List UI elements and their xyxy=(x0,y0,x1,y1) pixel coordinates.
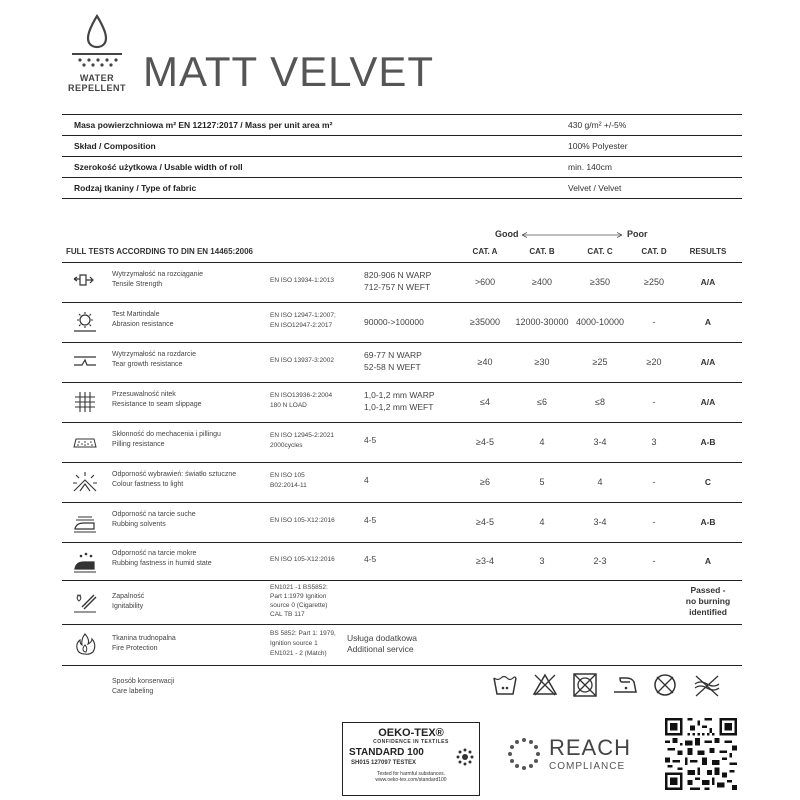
test-standard: EN ISO 13937-3:2002 xyxy=(270,357,334,364)
no-wring-icon xyxy=(692,672,722,698)
cat-a-value: ≥3-4 xyxy=(476,556,494,566)
cat-a-value: ≥4-5 xyxy=(476,437,494,447)
result-value-2: no burning xyxy=(685,596,731,606)
oeko-subtitle: CONFIDENCE IN TEXTILES xyxy=(373,739,449,745)
test-name-en: Abrasion resistance xyxy=(112,321,174,328)
table-row xyxy=(62,422,742,463)
test-value-1: 4-5 xyxy=(364,554,377,564)
test-standard-4: CAL TB 117 xyxy=(270,611,305,618)
header-cat-d: CAT. D xyxy=(641,247,667,256)
cat-d-value: ≥250 xyxy=(644,277,664,287)
test-name-en: Colour fastness to light xyxy=(112,481,184,488)
test-name-en: Rubbing fastness in humid state xyxy=(112,560,212,567)
test-value-1: 4-5 xyxy=(364,435,377,445)
spec-value: 100% Polyester xyxy=(568,141,628,151)
cat-c-value: ≥350 xyxy=(590,277,610,287)
result-value: A xyxy=(704,556,712,566)
scale-arrow-icon xyxy=(520,231,624,239)
test-value-2: Additional service xyxy=(347,644,414,654)
oeko-standard: STANDARD 100 xyxy=(349,747,424,758)
test-standard-2: Part 1:1979 Ignition xyxy=(270,593,327,600)
no-dry-clean-icon xyxy=(652,672,678,698)
test-standard: EN ISO 13934-1:2013 xyxy=(270,277,334,284)
header-results: RESULTS xyxy=(689,247,727,256)
test-name-pl: Wytrzymałość na rozdarcie xyxy=(112,351,196,358)
care-label-pl: Sposób konserwacji xyxy=(112,678,175,685)
result-value: A/A xyxy=(700,357,716,367)
test-standard-2: Ignition source 1 xyxy=(270,640,318,647)
table-row xyxy=(62,382,742,423)
cat-b-value: 5 xyxy=(539,477,545,487)
cat-d-value: - xyxy=(652,556,656,566)
tensile-strength-icon xyxy=(72,271,98,293)
spec-value: Velvet / Velvet xyxy=(568,183,622,193)
test-name-pl: Odporność na tarcie suche xyxy=(112,511,196,518)
test-standard: EN ISO 12945-2:2021 xyxy=(270,432,334,439)
test-standard-2: B02:2014-11 xyxy=(270,482,307,489)
oeko-title: OEKO-TEX® xyxy=(378,727,444,739)
cat-c-value: 4 xyxy=(597,477,603,487)
oeko-tested: Tested for harmful substances. xyxy=(376,771,446,777)
test-value-1: 820-906 N WARP xyxy=(364,270,432,280)
test-name-pl: Skłonność do mechacenia i pillingu xyxy=(112,431,221,438)
table-row xyxy=(62,502,742,543)
test-name-en: Fire Protection xyxy=(112,645,158,652)
light-fastness-icon xyxy=(72,471,98,493)
cat-b-value: 12000-30000 xyxy=(515,317,569,327)
header-cat-c: CAT. C xyxy=(587,247,613,256)
table-row xyxy=(62,624,742,666)
cat-b-value: ≤6 xyxy=(537,397,547,407)
pilling-icon xyxy=(72,431,98,453)
cat-a-value: ≥35000 xyxy=(470,317,500,327)
tear-growth-icon xyxy=(72,351,98,373)
spec-label: Rodzaj tkaniny / Type of fabric xyxy=(74,183,197,193)
scale-good: Good xyxy=(495,229,519,239)
cat-d-value: ≥20 xyxy=(646,357,662,367)
no-bleach-icon xyxy=(532,672,558,698)
reach-stars-icon xyxy=(507,737,541,771)
cat-c-value: ≤8 xyxy=(595,397,605,407)
cat-a-value: ≥6 xyxy=(480,477,490,487)
result-value: A-B xyxy=(700,517,716,527)
reach-title: REACH xyxy=(549,735,632,760)
spec-row xyxy=(62,157,742,178)
test-name-pl: Zapalność xyxy=(112,593,145,600)
table-row xyxy=(62,302,742,343)
badge-line-2: REPELLENT xyxy=(67,83,126,93)
test-value-2: 712-757 N WEFT xyxy=(364,282,431,292)
spec-row xyxy=(62,114,742,136)
cat-b-value: ≥400 xyxy=(532,277,552,287)
test-value-1: 69-77 N WARP xyxy=(364,350,422,360)
cat-b-value: 4 xyxy=(539,437,545,447)
result-value: A/A xyxy=(700,397,716,407)
test-standard-2: 2000cycles xyxy=(270,442,303,449)
test-name-en: Pilling resistance xyxy=(112,441,165,448)
spec-row xyxy=(62,178,742,199)
cat-c-value: 2-3 xyxy=(593,556,607,566)
test-name-pl: Przesuwalność nitek xyxy=(112,391,176,398)
result-value: Passed - xyxy=(690,585,726,595)
cat-a-value: ≥40 xyxy=(477,357,493,367)
cat-a-value: ≤4 xyxy=(480,397,490,407)
test-standard-3: EN1021 - 2 (Match) xyxy=(270,650,327,657)
reach-subtitle: COMPLIANCE xyxy=(549,761,626,772)
page-title: MATT VELVET xyxy=(143,48,435,95)
qr-code[interactable] xyxy=(665,718,737,790)
table-row xyxy=(62,542,742,581)
result-value: A-B xyxy=(700,437,716,447)
test-name-pl: Odporność wybrawień: światło sztuczne xyxy=(112,471,237,478)
no-tumble-dry-icon xyxy=(572,672,598,698)
table-row xyxy=(62,462,742,503)
result-value: A/A xyxy=(700,277,716,287)
test-standard: EN ISO 105-X12:2016 xyxy=(270,517,335,524)
ignitability-icon xyxy=(72,591,98,613)
oeko-tex-badge xyxy=(342,722,480,796)
scale-poor: Poor xyxy=(627,229,648,239)
table-title: FULL TESTS ACCORDING TO DIN EN 14465:2006 xyxy=(66,247,254,256)
cat-b-value: 3 xyxy=(539,556,545,566)
water-drop-icon xyxy=(66,8,128,68)
cat-c-value: 3-4 xyxy=(593,437,607,447)
badge-line-1: WATER xyxy=(79,73,115,83)
iron-low-icon xyxy=(612,672,638,698)
test-standard-2: EN ISO12947-2:2017 xyxy=(270,322,333,329)
cat-d-value: - xyxy=(652,517,656,527)
cat-d-value: - xyxy=(652,477,656,487)
header-cat-b: CAT. B xyxy=(529,247,555,256)
oeko-url: www.oeko-tex.com/standard100 xyxy=(375,777,447,783)
test-value-2: 52-58 N WEFT xyxy=(364,362,421,372)
test-name-pl: Odporność na tarcie mokre xyxy=(112,550,197,557)
cat-c-value: 3-4 xyxy=(593,517,607,527)
test-standard: EN ISO 105-X12:2016 xyxy=(270,556,335,563)
cat-a-value: >600 xyxy=(474,277,496,287)
cat-d-value: - xyxy=(652,397,656,407)
result-value: C xyxy=(704,477,712,487)
cat-a-value: ≥4-5 xyxy=(476,517,494,527)
cat-d-value: 3 xyxy=(651,437,657,447)
result-value: A xyxy=(704,317,712,327)
test-name-en: Rubbing solvents xyxy=(112,521,166,528)
spec-label: Masa powierzchniowa m² EN 12127:2017 / Mass per unit area m² xyxy=(74,120,333,130)
cat-c-value: ≥25 xyxy=(592,357,608,367)
table-row xyxy=(62,342,742,383)
cat-b-value: 4 xyxy=(539,517,545,527)
cat-c-value: 4000-10000 xyxy=(575,317,625,327)
water-repellent-badge xyxy=(66,8,128,98)
spec-row xyxy=(62,136,742,157)
wash-30-icon xyxy=(492,672,518,698)
test-value-1: 90000->100000 xyxy=(364,317,424,327)
test-standard: EN ISO 105 xyxy=(270,472,305,479)
spec-value: 430 g/m² +/-5% xyxy=(568,120,627,130)
test-standard: BS 5852: Part 1: 1979, xyxy=(270,630,336,637)
dry-rubbing-icon xyxy=(72,511,98,533)
test-name-pl: Test Martindale xyxy=(112,311,160,318)
test-standard: EN1021 -1 BS5852: xyxy=(270,584,328,591)
fire-protection-icon xyxy=(72,633,98,655)
test-value-1: 1,0-1,2 mm WARP xyxy=(364,390,435,400)
test-standard-2: 180 N LOAD xyxy=(270,402,307,409)
table-row xyxy=(62,580,742,625)
test-standard: EN ISO13936-2:2004 xyxy=(270,392,333,399)
test-name-en: Ignitability xyxy=(112,603,144,610)
test-name-pl: Tkanina trudnopalna xyxy=(112,635,176,642)
test-name-en: Resistance to seam slippage xyxy=(112,401,202,408)
abrasion-icon xyxy=(72,311,98,333)
test-value-2: 1,0-1,2 mm WEFT xyxy=(364,402,434,412)
test-value-1: Usługa dodatkowa xyxy=(347,633,417,643)
spec-label: Skład / Composition xyxy=(74,141,156,151)
oeko-id: SH015 127097 TESTEX xyxy=(351,760,417,766)
care-label-en: Care labeling xyxy=(112,688,154,695)
wet-rubbing-icon xyxy=(72,551,98,573)
test-name-pl: Wytrzymałość na rozciąganie xyxy=(112,271,203,278)
result-value-3: identified xyxy=(689,607,727,617)
spec-label: Szerokość użytkowa / Usable width of roll xyxy=(74,162,243,172)
test-value-1: 4 xyxy=(364,475,369,485)
header-cat-a: CAT. A xyxy=(472,247,498,256)
seam-slippage-icon xyxy=(72,391,98,413)
test-standard-3: source 0 (Cigarette) xyxy=(270,602,328,609)
test-name-en: Tear growth resistance xyxy=(112,361,183,368)
spec-table xyxy=(62,114,742,199)
test-name-en: Tensile Strength xyxy=(112,281,163,288)
oeko-flower-icon xyxy=(455,747,475,767)
spec-value: min. 140cm xyxy=(568,162,612,172)
test-standard: EN ISO 12947-1:2007; xyxy=(270,312,336,319)
table-row xyxy=(62,262,742,303)
cat-d-value: - xyxy=(652,317,656,327)
cat-b-value: ≥30 xyxy=(534,357,550,367)
test-value-1: 4-5 xyxy=(364,515,377,525)
care-label xyxy=(112,677,174,697)
